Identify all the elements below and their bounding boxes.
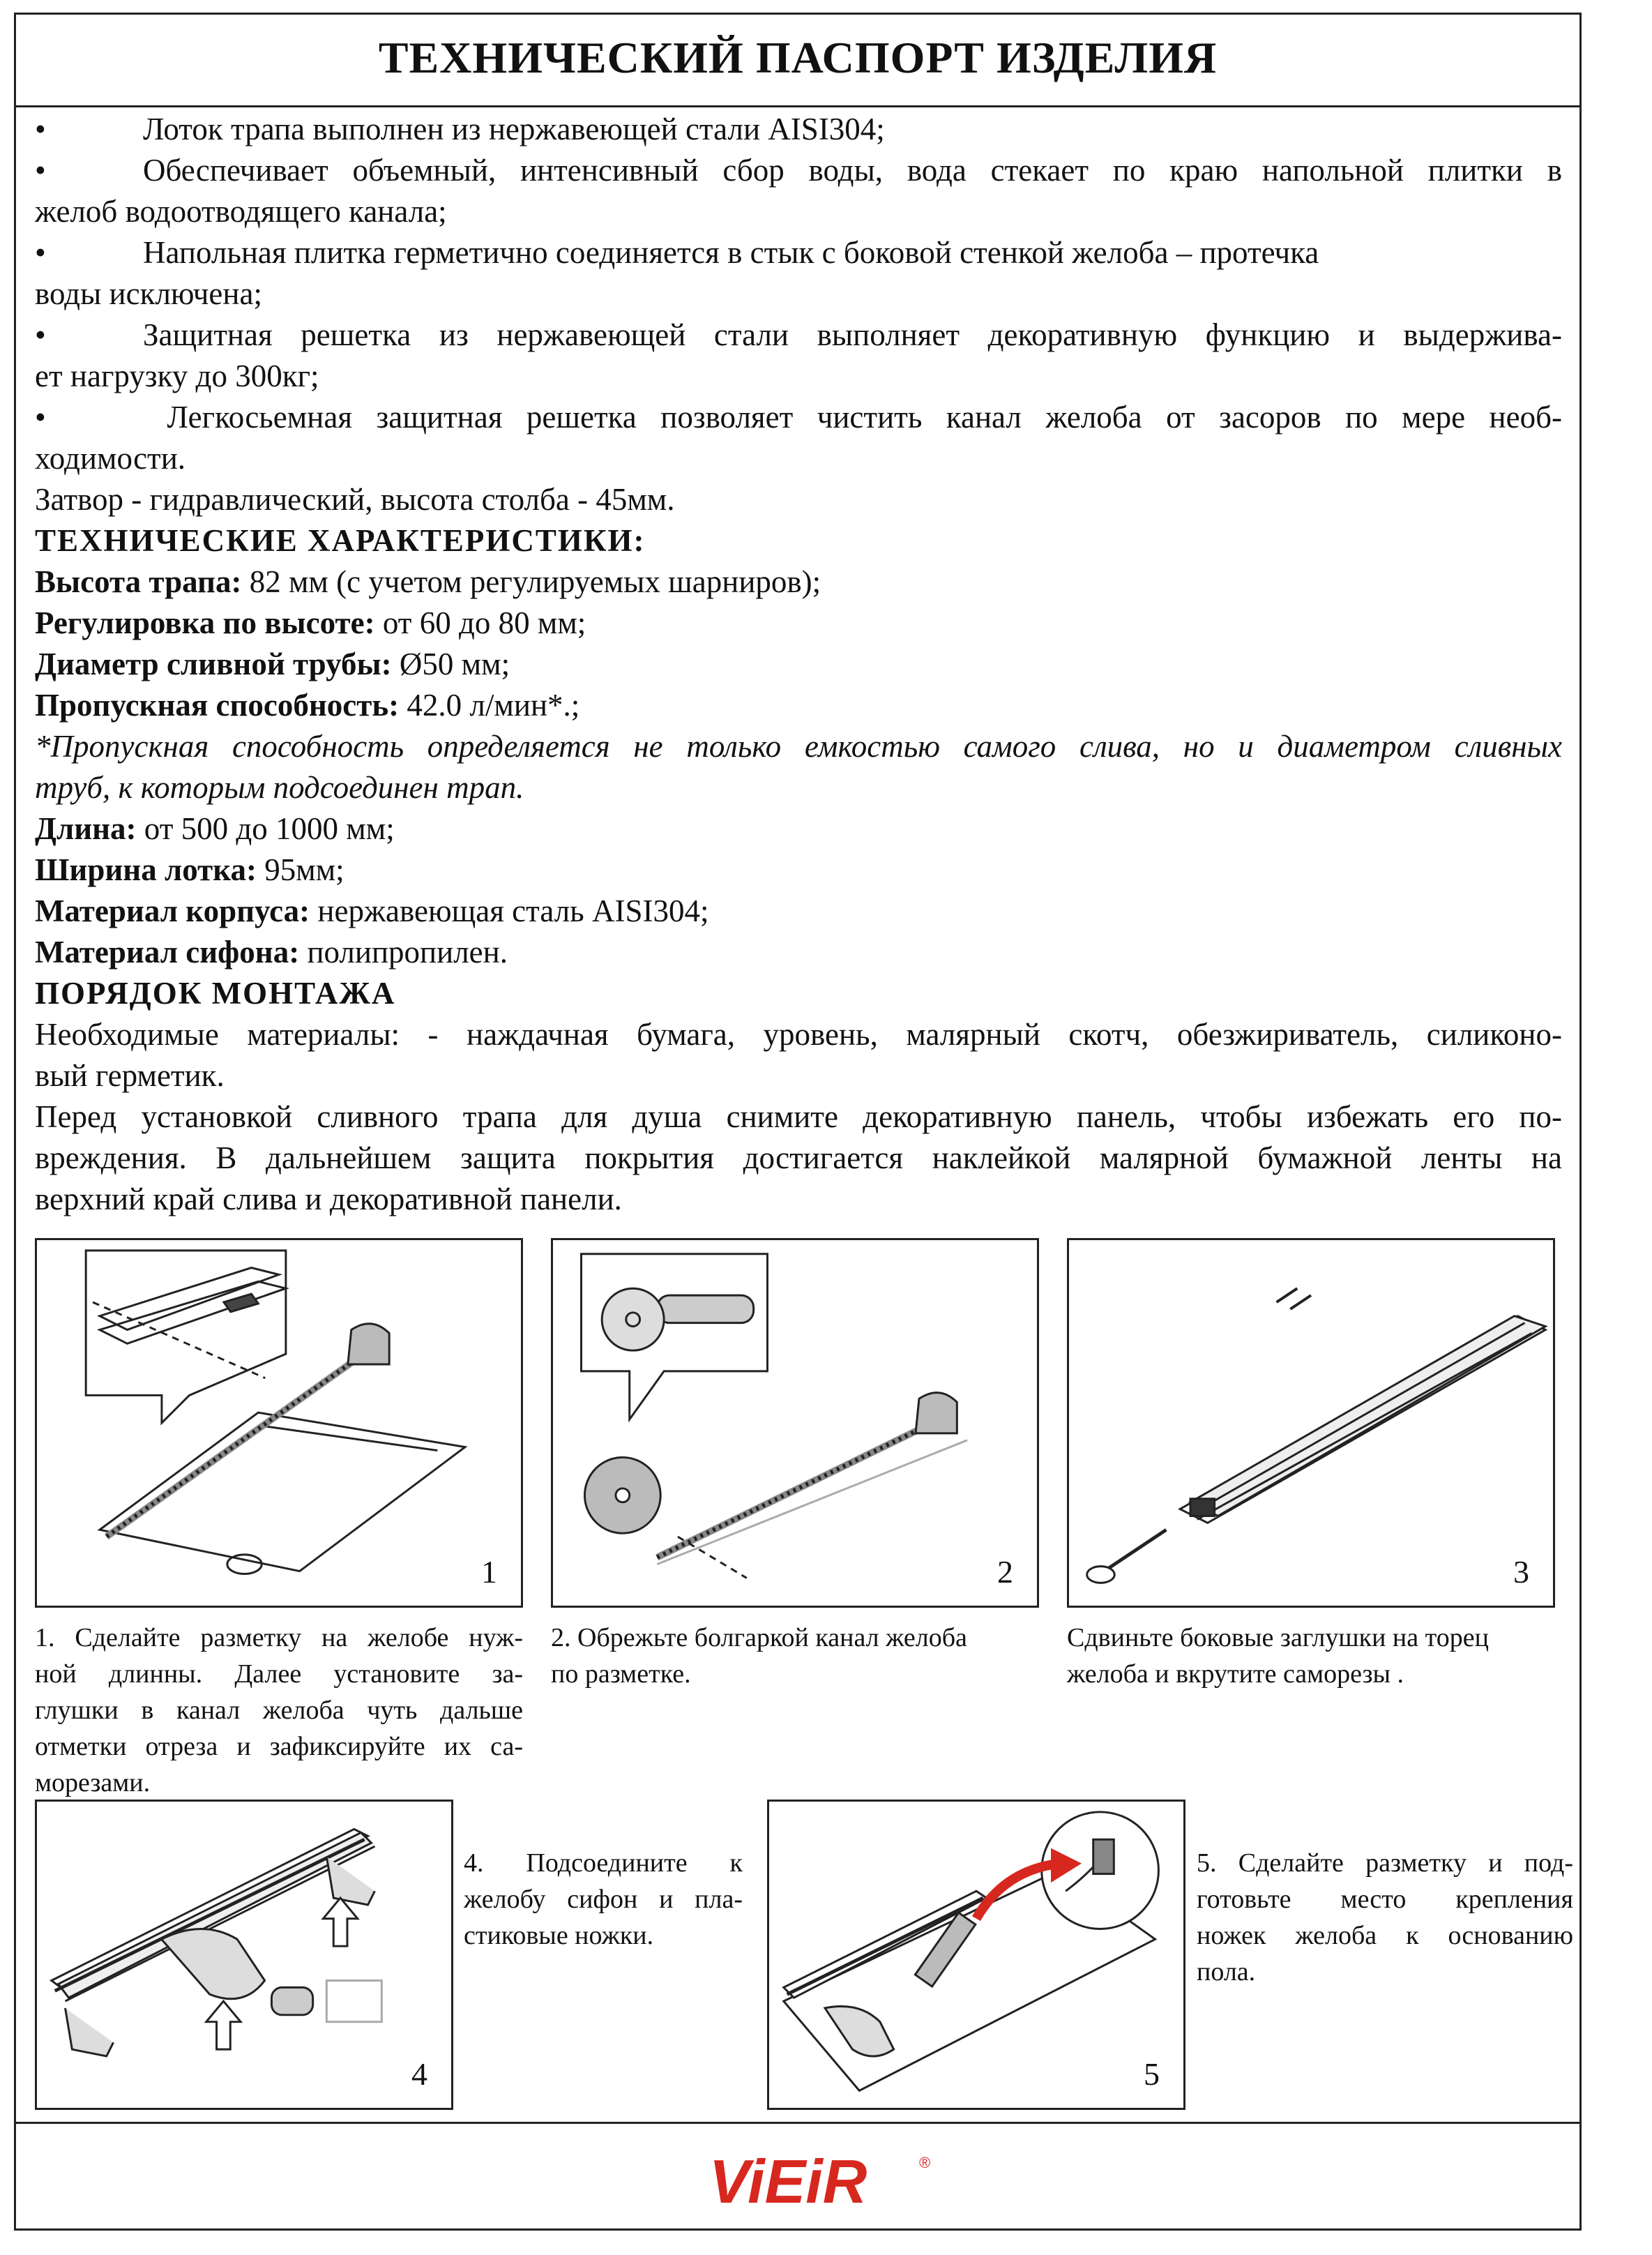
spec-row: Длина: от 500 до 1000 мм; (35, 811, 395, 846)
step-4-illustration (35, 1800, 453, 2110)
document-body (35, 109, 1562, 1220)
before-line: Перед установкой сливного трапа для душа снимите декоративную панель, чтобы избежать его по- (35, 1099, 1562, 1134)
step-number: 2 (997, 1554, 1013, 1590)
bullet-line-cont: воды исключена; (35, 276, 262, 311)
angle-grinder-illustration (553, 1240, 1037, 1606)
spec-row: Ширина лотка: 95мм; (35, 852, 344, 887)
spec-row: Регулировка по высоте: от 60 до 80 мм; (35, 605, 586, 640)
shutter-line: Затвор - гидравлический, высота столба - 45мм. (35, 482, 675, 517)
step-5-caption: 5. Сделайте разметку и под- готовьте место крепления ножек желоба к основанию пола. (1197, 1848, 1573, 1986)
spec-row: Высота трапа: 82 мм (с учетом регулируемых шарниров); (35, 564, 821, 599)
footer-divider (14, 2122, 1582, 2124)
step-1-illustration (35, 1238, 523, 1608)
bullet-line: • Лоток трапа выполнен из нержавеющей стали AISI304; (35, 109, 1562, 150)
note-line: *Пропускная способность определяется не только емкостью самого слива, но и диаметром сливных (35, 729, 1562, 764)
siphon-legs-illustration (37, 1802, 451, 2108)
bullet-line-cont: ет нагрузку до 300кг; (35, 359, 319, 393)
step-number: 1 (481, 1554, 497, 1590)
vieir-logo (649, 2148, 941, 2211)
before-line: вреждения. В дальнейшем защита покрытия достигается наклейкой малярной бумажной ленты на (35, 1140, 1562, 1175)
before-line: верхний край слива и декоративной панели. (35, 1182, 622, 1216)
bullet-mark: • (35, 112, 46, 146)
bullet-line: • Защитная решетка из нержавеющей стали выполняет декоративную функцию и выдержива- (35, 315, 1562, 356)
bullet-line: • Обеспечивает объемный, интенсивный сбор воды, вода стекает по краю напольной плитки в (35, 150, 1562, 191)
step-2-illustration (551, 1238, 1039, 1608)
step-number: 5 (1144, 2056, 1160, 2092)
step-3-illustration (1067, 1238, 1555, 1608)
floor-marking-drill-illustration (769, 1802, 1183, 2108)
bullet-line-cont: ходимости. (35, 441, 186, 476)
step-1-caption: 1. Сделайте разметку на желобе нуж- ной длинны. Далее установите за- глушки в канал желоба чуть дальше отметки отреза и зафиксируйте их са- морезами. (35, 1623, 523, 1797)
specs-heading: ТЕХНИЧЕСКИЕ ХАРАКТЕРИСТИКИ: (35, 523, 646, 558)
step-number: 3 (1513, 1554, 1529, 1590)
spec-row: Пропускная способность: 42.0 л/мин*.; (35, 688, 580, 723)
spec-row: Материал корпуса: нержавеющая сталь AISI304; (35, 893, 709, 928)
bullet-line-cont: желоб водоотводящего канала; (35, 194, 447, 229)
spec-row: Диаметр сливной трубы: Ø50 мм; (35, 647, 510, 681)
brand-name: ViEiR (708, 2148, 867, 2211)
spec-row: Материал сифона: полипропилен. (35, 935, 508, 970)
step-2-caption: 2. Обрежьте болгаркой канал желоба по разметке. (551, 1623, 967, 1689)
bullet-mark: • (35, 153, 46, 188)
bullet-line: • Напольная плитка герметично соединяется в стык с боковой стенкой желоба – протечка (35, 232, 1562, 273)
step-4-caption: 4. Подсоедините к желобу сифон и пла- стиковые ножки. (464, 1848, 743, 1950)
title-bar (14, 13, 1582, 107)
niche-measure-illustration (37, 1240, 521, 1606)
step-3-caption: Сдвиньте боковые заглушки на торец желоба и вкрутите саморезы . (1067, 1623, 1489, 1689)
install-heading: ПОРЯДОК МОНТАЖА (35, 976, 396, 1011)
bullet-mark: • (35, 400, 46, 435)
end-caps-screws-illustration (1069, 1240, 1553, 1606)
materials-line: Необходимые материалы: - наждачная бумага, уровень, малярный скотч, обезжириватель, силиконо- (35, 1017, 1562, 1052)
bullet-mark: • (35, 317, 46, 352)
step-5-illustration (767, 1800, 1185, 2110)
materials-line: вый герметик. (35, 1058, 225, 1093)
registered-mark: ® (919, 2154, 931, 2171)
page-title: ТЕХНИЧЕСКИЙ ПАСПОРТ ИЗДЕЛИЯ (378, 33, 1218, 82)
note-line: труб, к которым подсоединен трап. (35, 770, 524, 805)
bullet-line: • Легкосьемная защитная решетка позволяет чистить канал желоба от засоров по мере необ- (35, 397, 1562, 438)
step-number: 4 (411, 2056, 427, 2092)
bullet-mark: • (35, 235, 46, 270)
